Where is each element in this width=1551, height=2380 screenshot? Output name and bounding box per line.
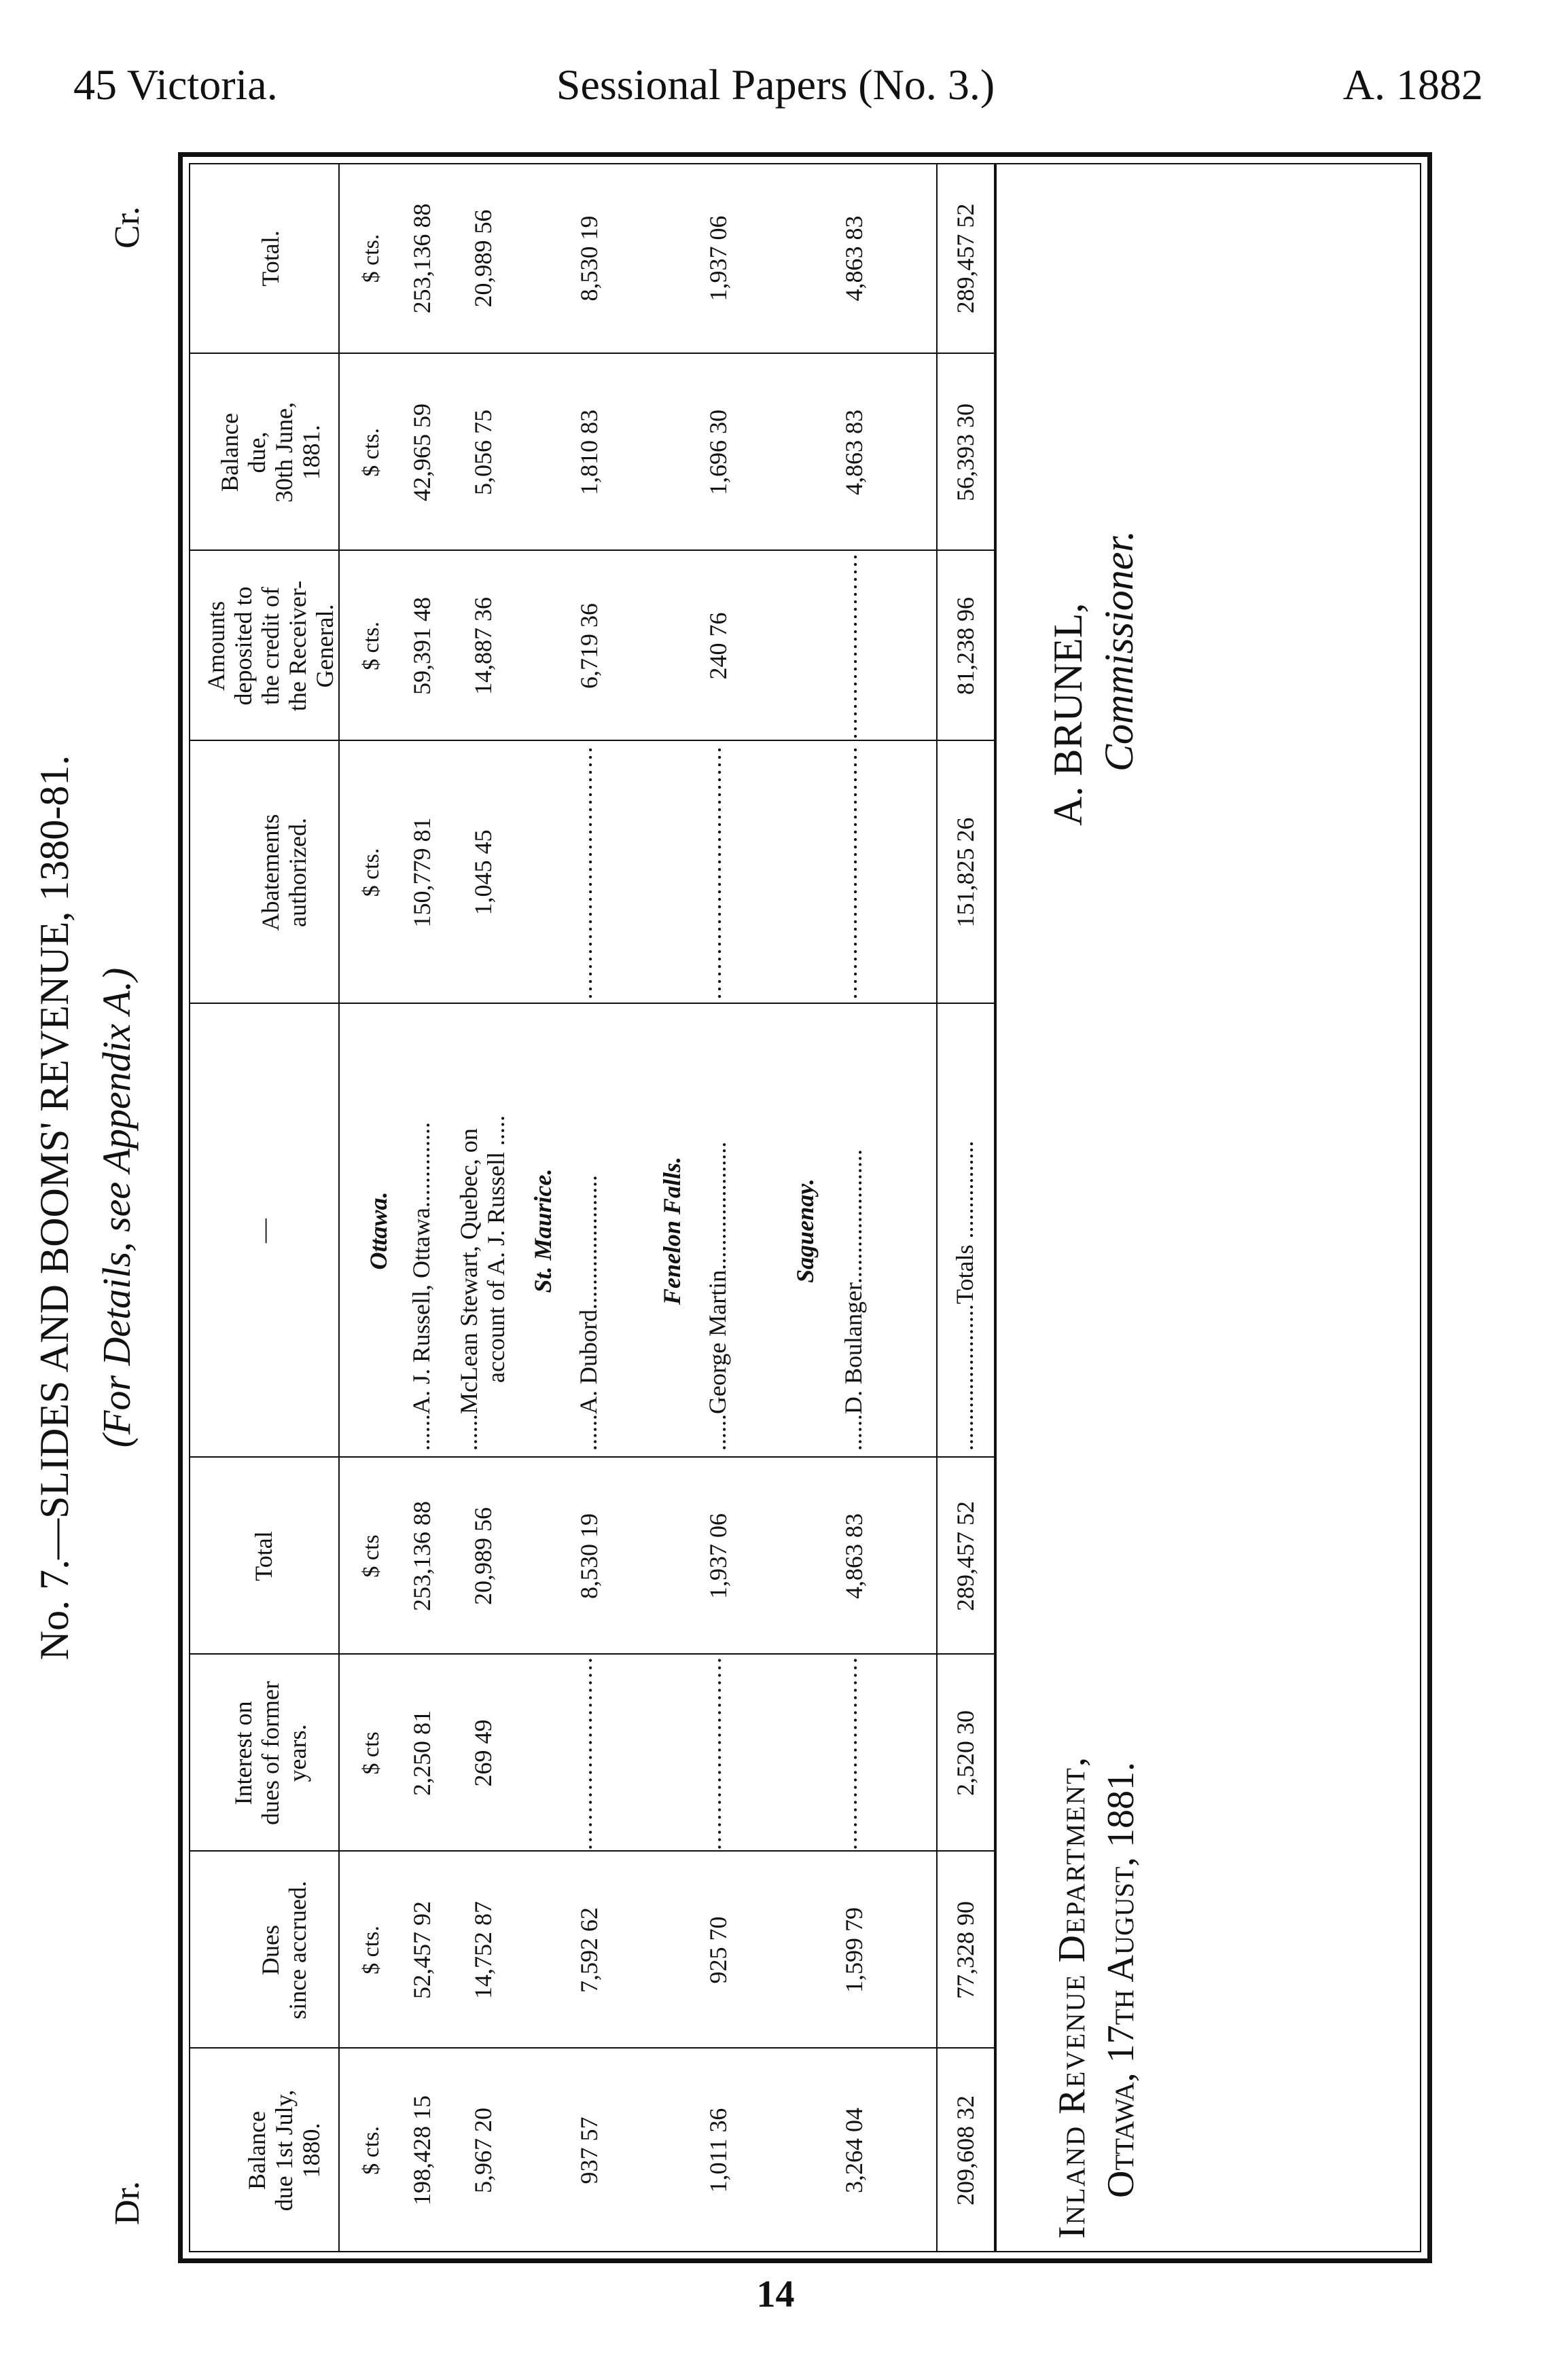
- rotated-table-page: [32, 163, 1421, 2252]
- total-balance-1880: 209,608 32: [952, 2095, 979, 2205]
- cell-interest: 269 49: [469, 1719, 497, 1787]
- credit-label: Cr.: [108, 206, 147, 249]
- total-deposited: 81,238 96: [952, 597, 979, 695]
- row-description: ......A. J. Russell, Ottawa..............: [408, 1122, 435, 1451]
- table-subtitle: (For Details, see Appendix A.): [94, 967, 139, 1448]
- cell-balance-1881: 4,863 83: [840, 410, 868, 495]
- cell-interest: 2,250 81: [408, 1710, 435, 1796]
- totals-bottom-rule: [994, 163, 997, 2252]
- header-volume: 45 Victoria.: [73, 60, 278, 109]
- cell-interest-empty: ..........................: [570, 1656, 597, 1850]
- cell-total-dr: 4,863 83: [840, 1513, 868, 1599]
- footer-place-date: Ottawa, 17th August, 1881.: [1100, 1761, 1142, 2198]
- cell-dues: 925 70: [705, 1916, 732, 1984]
- cell-balance-1881: 1,696 30: [705, 410, 732, 495]
- cell-interest-empty: ..........................: [835, 1656, 862, 1850]
- row-description: ......McLean Stewart, Quebec, on account of A. J. Russell .....: [455, 1115, 510, 1451]
- cell-abatements-empty: ..................................: [570, 745, 597, 1000]
- cell-balance-1881: 42,965 59: [408, 403, 435, 501]
- cell-total-cr: 8,530 19: [575, 215, 603, 302]
- section-heading: Saguenay.: [791, 1178, 819, 1283]
- cell-deposited-empty: .........................: [835, 552, 862, 740]
- cell-balance-1880: 5,967 20: [469, 2108, 497, 2193]
- total-dues: 77,328 90: [952, 1901, 979, 1999]
- cell-balance-1880: 198,428 15: [408, 2095, 435, 2205]
- cell-total-cr: 253,136 88: [408, 203, 435, 314]
- total-interest: 2,520 30: [952, 1710, 979, 1796]
- unit-total-cr: $ cts.: [359, 234, 384, 283]
- cell-abatements-empty: ..................................: [835, 745, 862, 1000]
- col-head-total-dr: Total: [250, 1531, 277, 1581]
- header-sessional-papers: Sessional Papers (No. 3.): [556, 60, 995, 109]
- col-head-balance-1881: Balance due, 30th June, 1881.: [216, 402, 325, 503]
- footer-signature-title: Commissioner.: [1097, 530, 1141, 772]
- cell-deposited: 59,391 48: [408, 597, 435, 695]
- unit-balance-1880: $ cts.: [359, 2126, 384, 2175]
- cell-total-dr: 253,136 88: [408, 1501, 435, 1611]
- section-heading: Ottawa.: [365, 1191, 392, 1270]
- cell-abatements: 1,045 45: [469, 829, 497, 916]
- unit-dues: $ cts.: [359, 1926, 384, 1975]
- cell-abatements: 150,779 81: [408, 817, 435, 928]
- total-abatements: 151,825 26: [952, 817, 979, 928]
- debit-label: Dr.: [108, 2181, 147, 2225]
- table-title: No. 7.—SLIDES AND BOOMS' REVENUE, 1380-81.: [32, 755, 77, 1661]
- cell-total-dr: 20,989 56: [469, 1507, 497, 1605]
- cell-total-cr: 20,989 56: [469, 209, 497, 308]
- col-head-description: —: [250, 1219, 277, 1243]
- unit-balance-1881: $ cts.: [359, 428, 384, 477]
- cell-total-dr: 1,937 06: [705, 1513, 732, 1599]
- col-head-dues: Dues since accrued.: [257, 1881, 311, 2019]
- unit-interest: $ cts: [359, 1731, 384, 1775]
- unit-total-dr: $ cts: [359, 1534, 384, 1578]
- section-heading: Fenelon Falls.: [658, 1156, 685, 1305]
- col-head-interest: Interest on dues of former years.: [230, 1681, 311, 1825]
- totals-label: ........................Totals ................: [951, 1140, 978, 1451]
- row-description: ......George Martin.....................: [704, 1141, 731, 1451]
- cell-balance-1881: 5,056 75: [469, 410, 497, 495]
- total-balance-1881: 56,393 30: [952, 403, 979, 501]
- total-total-cr: 289,457 52: [952, 203, 979, 314]
- row-description: ......A. Dubord......................: [575, 1175, 602, 1451]
- cell-balance-1881: 1,810 83: [575, 410, 603, 495]
- col-head-deposited: Amounts deposited to the credit of the Receiver- General.: [202, 580, 338, 712]
- col-head-total-cr: Total.: [257, 230, 284, 287]
- page-number: 14: [756, 2273, 795, 2315]
- cell-balance-1880: 3,264 04: [840, 2108, 868, 2193]
- row-description: ......D. Boulanger......................: [840, 1149, 867, 1451]
- cell-abatements-empty: ..................................: [699, 745, 726, 1000]
- col-head-abatements: Abatements authorized.: [257, 814, 311, 931]
- cell-total-cr: 1,937 06: [705, 215, 732, 302]
- total-total-dr: 289,457 52: [952, 1501, 979, 1611]
- cell-deposited: 14,887 36: [469, 597, 497, 695]
- cell-balance-1880: 1,011 36: [705, 2108, 732, 2193]
- cell-dues: 7,592 62: [575, 1907, 603, 1993]
- footer-signature: A. BRUNEL,: [1046, 602, 1090, 826]
- cell-total-cr: 4,863 83: [840, 215, 868, 302]
- cell-balance-1880: 937 57: [575, 2116, 603, 2184]
- cell-interest-empty: ..........................: [699, 1656, 726, 1850]
- section-heading: St. Maurice.: [529, 1168, 556, 1293]
- cell-deposited: 6,719 36: [575, 603, 603, 689]
- header-year: A. 1882: [1342, 60, 1483, 109]
- header-bottom-rule: [338, 163, 340, 2252]
- col-head-balance-1880: Balance due 1st July, 1880.: [243, 2089, 325, 2212]
- unit-abatements: $ cts.: [359, 848, 384, 897]
- footer-department: Inland Revenue Department,: [1051, 1756, 1093, 2239]
- cell-deposited: 240 76: [705, 612, 732, 680]
- cell-dues: 52,457 92: [408, 1901, 435, 1999]
- cell-dues: 1,599 79: [840, 1907, 868, 1993]
- totals-top-rule: [936, 163, 938, 2252]
- cell-total-dr: 8,530 19: [575, 1513, 603, 1599]
- unit-deposited: $ cts.: [359, 621, 384, 670]
- cell-dues: 14,752 87: [469, 1901, 497, 1999]
